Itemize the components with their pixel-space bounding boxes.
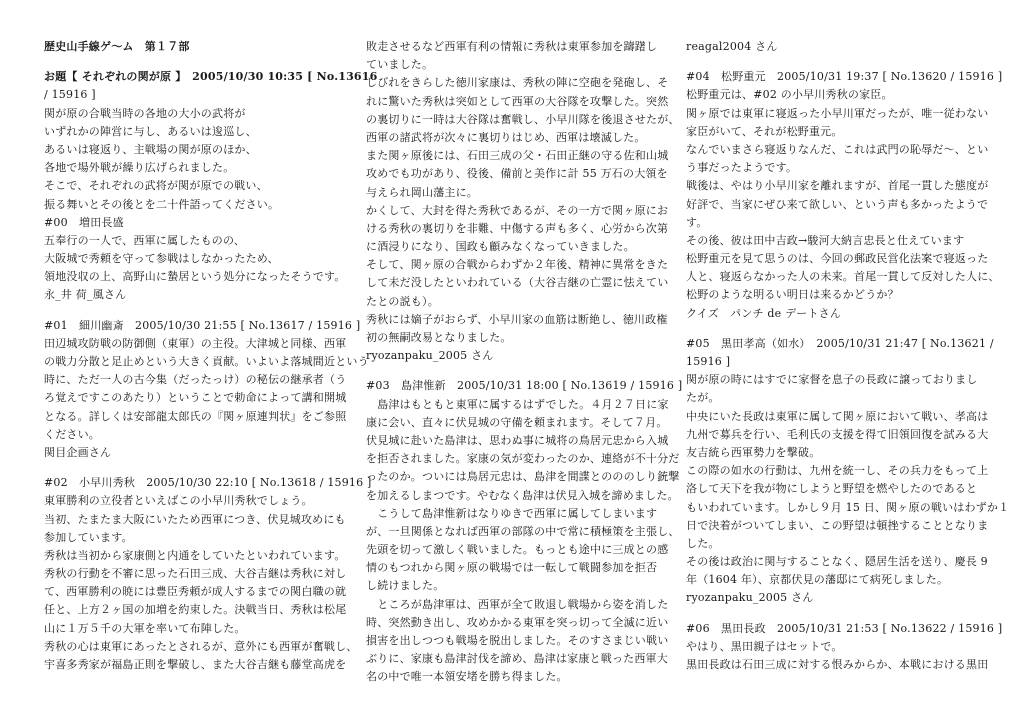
text-line: 友吉統ら西軍勢力を撃破。 bbox=[686, 445, 821, 459]
text-line: して未だ没したといわれている（大谷吉継の亡霊に怯えてい bbox=[366, 276, 669, 290]
text-line: 中央にいた長政は東軍に属して関ヶ原において戦い、孝高は bbox=[686, 409, 989, 423]
text-line: 先頭を切って激しく戦いました。もっとも途中に三成との感 bbox=[366, 543, 669, 557]
text-line: 人と、寝返らなかった人の未来。首尾一貫して反対した人に、 bbox=[686, 270, 1000, 284]
paragraph-gap bbox=[366, 365, 664, 377]
text-line: となる。詳しくは安部龍太郎氏の『関ヶ原連判状』をご参照 bbox=[44, 409, 347, 423]
text-line: 秀秋には嫡子がおらず、小早川家の血筋は断絶し、徳川政権 bbox=[366, 312, 668, 326]
text-line: 島津はもともと東軍に属するはずでした。４月２７日に家 bbox=[366, 397, 669, 411]
text-line: 損害を出しつつも戦場を脱出しました。そのすさまじい戦い bbox=[366, 634, 669, 647]
text-line: 宇喜多秀家が福島正則を撃破し、また大谷吉継も藤堂高虎を bbox=[44, 658, 347, 671]
text-line: 黒田長政は石田三成に対する恨みからか、本戦における黒田 bbox=[686, 658, 989, 671]
text-line: した。 bbox=[686, 536, 720, 550]
text-line: す。 bbox=[686, 215, 708, 229]
text-line: たとの説も）。 bbox=[366, 294, 439, 308]
text-line: 各地で場外戦が繰り広げられました。 bbox=[44, 161, 235, 175]
text-line: 秀秋の行動を不審に思った石田三成、大谷吉継は秀秋に対し bbox=[44, 567, 347, 581]
text-line: / 15916 ] bbox=[44, 88, 96, 102]
text-line: 時に、ただ一人の古今集（だったっけ）の秘伝の継承者（う bbox=[44, 373, 347, 387]
text-line: の戦力分散と足止めという大きく貢献。いよいよ落城間近という bbox=[44, 355, 369, 368]
paragraph-gap bbox=[686, 56, 986, 68]
text-line: この際の如水の行動は、九州を統一し、その兵力をもって上 bbox=[686, 464, 989, 478]
text-line: 15916 ] bbox=[686, 355, 731, 368]
text-line: 秀秋の心は東軍にあったとされるが、意外にも西軍が奮戦し、 bbox=[44, 639, 358, 653]
text-line: 松野のような明るい明日は来るかどうか？ bbox=[686, 288, 899, 302]
text-line: れに驚いた秀秋は突如として西軍の大谷隊を攻撃した。突然 bbox=[366, 94, 669, 108]
text-line: に酒浸りになり、国政も顧みなくなっていきました。 bbox=[366, 240, 635, 254]
paragraph-gap bbox=[44, 462, 344, 474]
text-line: お題【 それぞれの関が原 】 2005/10/30 10:35 [ No.13616 bbox=[44, 70, 378, 84]
text-line: ところが島津軍は、西軍が全て敗退し戦場から姿を消した bbox=[366, 597, 669, 611]
text-line: #02 小早川秀秋 2005/10/30 22:10 [ No.13618 / 15916 ] bbox=[44, 476, 372, 490]
text-line: 康に会い、直々に伏見城の守備を頼まれます。そして７月。 bbox=[366, 415, 668, 429]
text-line: 関が原の合戦当時の各地の大小の武将が bbox=[44, 106, 246, 120]
text-line: #04 松野重元 2005/10/31 19:37 [ No.13620 / 15916 ] bbox=[686, 70, 1003, 84]
text-line: なんでいまさら寝返りなんだ、これは武門の恥辱だ〜、とい bbox=[686, 142, 989, 156]
text-line: もいわれています。しかし９月 15 日、関ヶ原の戦いはわずか１ bbox=[686, 500, 1010, 514]
text-line: 田辺城攻防戦の防御側（東軍）の主役。大津城と同様、西軍 bbox=[44, 336, 347, 350]
text-line: 伏見城に赴いた島津は、思わぬ事に城将の鳥居元忠から入城 bbox=[366, 433, 669, 447]
text-line: 五奉行の一人で、西軍に属したものの、 bbox=[44, 233, 245, 247]
text-line: の裏切りに一時は大谷隊は奮戦し、小早川隊を後退させたが、 bbox=[366, 112, 680, 126]
text-line: そして、関ヶ原の合戦からわずか２年後、精神に異常をきた bbox=[366, 258, 669, 272]
text-line: ける秀秋の裏切りを非難、中傷する声も多く、心労から次第 bbox=[366, 221, 669, 235]
text-line: ください。 bbox=[44, 427, 100, 441]
text-line: あるいは寝返り、主戦場の関が原のほか、 bbox=[44, 142, 257, 156]
paragraph-gap bbox=[44, 305, 344, 317]
text-line: いずれかの陣営に与し、あるいは逡巡し、 bbox=[44, 124, 257, 138]
text-column-1 bbox=[44, 38, 378, 674]
text-line: う事だったようです。 bbox=[686, 161, 798, 175]
text-line: 年（1604 年）、京都伏見の藩邸にて病死しました。 bbox=[686, 573, 949, 587]
text-column-2 bbox=[366, 38, 683, 687]
paragraph-gap bbox=[44, 56, 344, 68]
text-line: かくして、大封を得た秀秋であるが、その一方で関ヶ原にお bbox=[366, 203, 669, 217]
paragraph-gap bbox=[686, 323, 986, 335]
text-line: が、一旦関係となれば西軍の部隊の中で常に積極策を主張し、 bbox=[366, 524, 680, 538]
text-line: 当初、たまたま大阪にいたため西軍につき、伏見城攻めにも bbox=[44, 512, 346, 526]
text-line: 洛して天下を我が物にしようと野望を燃やしたのであると bbox=[686, 482, 978, 496]
text-line: 秀秋は当初から家康側と内通をしていたといわれています。 bbox=[44, 548, 346, 562]
text-line: 永_井 荷_風さん bbox=[44, 288, 127, 302]
text-line: また関ヶ原後には、石田三成の父・石田正継の守る佐和山城 bbox=[366, 149, 669, 163]
text-line: 名の中で唯一本領安堵を勝ち得ました。 bbox=[366, 670, 568, 684]
text-line: 与えられ岡山藩主に。 bbox=[366, 185, 478, 199]
text-line: ryozanpaku_2005 さん bbox=[686, 591, 814, 605]
text-line: #00 増田長盛 bbox=[44, 215, 124, 229]
text-line: 任と、上方２ヶ国の加増を約束した。決戦当日、秀秋は松尾 bbox=[44, 603, 347, 617]
text-line: 敗走させるなど西軍有利の情報に秀秋は東軍参加を躊躇し bbox=[366, 40, 658, 53]
text-line: たが。 bbox=[686, 391, 720, 405]
text-line: 時、突然動き出し、攻めかかる東軍を突っ切って全滅に近い bbox=[366, 615, 669, 629]
text-line: ろ覚えですこのあたり）ということで勅命によって講和開城 bbox=[44, 391, 347, 405]
text-line: て、西軍勝利の暁には豊臣秀頼が成人するまでの関白職の就 bbox=[44, 585, 347, 599]
text-line: 参加しています。 bbox=[44, 530, 133, 544]
text-line: 好評で、当家にぜひ来て欲しい、という声も多かったようで bbox=[686, 197, 989, 211]
text-line: 振る舞いとその後とを二十件語ってください。 bbox=[44, 197, 280, 211]
text-line: し続けました。 bbox=[366, 579, 445, 593]
text-line: #03 島津惟新 2005/10/31 18:00 [ No.13619 / 15916 ] bbox=[366, 379, 683, 393]
text-line: 関目企画さん bbox=[44, 445, 112, 459]
text-line: ryozanpaku_2005 さん bbox=[366, 349, 494, 363]
text-line: クイズ パンチ de デートさん bbox=[686, 306, 842, 320]
text-line: 領地没収の上、高野山に蟄居という処分になったそうです。 bbox=[44, 270, 346, 284]
text-line: 松野重元は、#02 の小早川秀秋の家臣。 bbox=[686, 88, 893, 102]
paragraph-gap bbox=[686, 608, 986, 620]
text-line: しびれをきらした徳川家康は、秀秋の陣に空砲を発砲し、そ bbox=[366, 76, 669, 90]
text-line: こうして島津惟新はなりゆきで西軍に属してしまいます bbox=[366, 506, 658, 520]
text-line: を加えるしまつです。やむなく島津は伏見入城を諦めました。 bbox=[366, 488, 679, 502]
text-line: 日で決着がついてしまい、この野望は頓挫することとなりま bbox=[686, 518, 989, 532]
text-line: 関ヶ原では東軍に寝返った小早川軍だったが、唯一従わない bbox=[686, 106, 989, 120]
text-line: ったのか。ついには鳥居元忠は、島津を間諜とのののしり銃撃 bbox=[366, 470, 680, 484]
text-column-3 bbox=[686, 38, 1010, 674]
text-line: #06 黒田長政 2005/10/31 21:53 [ No.13622 / 15916 ] bbox=[686, 621, 1003, 635]
text-line: 西軍の諸武将が次々に裏切りはじめ、西軍は壊滅した。 bbox=[366, 130, 646, 144]
text-line: 東軍勝利の立役者といえばこの小早川秀秋でしょう。 bbox=[44, 494, 313, 508]
text-line: その後、彼は田中吉政→駿河大納言忠長と仕えています bbox=[686, 233, 965, 247]
text-line: ぶりに、家康も島津討伐を諦め、島津は家康と戦った西軍大 bbox=[366, 652, 668, 666]
text-line: 情のもつれから関ヶ原の戦場では一転して戦闘参加を拒否 bbox=[366, 561, 658, 575]
text-line: 関が原の時にはすでに家督を息子の長政に譲っておりまし bbox=[686, 373, 978, 387]
text-line: やはり、黒田親子はセットで。 bbox=[686, 639, 843, 653]
text-line: 歴史山手線ゲ〜ム 第１７部 bbox=[44, 40, 190, 53]
text-line: #05 黒田孝高（如水） 2005/10/31 21:47 [ No.13621 / bbox=[686, 336, 994, 350]
text-line: 戦後は、やはり小早川家を離れますが、首尾一貫した態度が bbox=[686, 179, 989, 193]
text-line: 家臣がいて、それが松野重元。 bbox=[686, 124, 843, 138]
text-line: その後は政治に関与することなく、隠居生活を送り、慶長 9 bbox=[686, 555, 988, 569]
text-line: reagal2004 さん bbox=[686, 40, 778, 53]
text-line: 九州で募兵を行い、毛利氏の支援を得て旧領回復を試みる大 bbox=[686, 427, 989, 441]
text-line: 初の無嗣改易となりました。 bbox=[366, 331, 512, 344]
text-line: 松野重元を見て思うのは、今回の郵政民営化法案で寝返った bbox=[686, 252, 989, 266]
text-line: #01 細川幽斎 2005/10/30 21:55 [ No.13617 / 15916 ] bbox=[44, 318, 361, 332]
text-line: 大阪城で秀頼を守って参戦はしなかったため、 bbox=[44, 252, 279, 266]
text-line: 山に１万５千の大軍を率いて布陣した。 bbox=[44, 621, 246, 635]
text-line: 攻めでも功があり、役後、備前と美作に計 55 万石の大領を bbox=[366, 167, 668, 181]
text-line: を拒否されました。家康の気が変わったのか、連絡が不十分だ bbox=[366, 452, 680, 466]
text-line: そこで、それぞれの武将が関が原での戦い、 bbox=[44, 179, 268, 193]
text-line: ていました。 bbox=[366, 58, 434, 72]
